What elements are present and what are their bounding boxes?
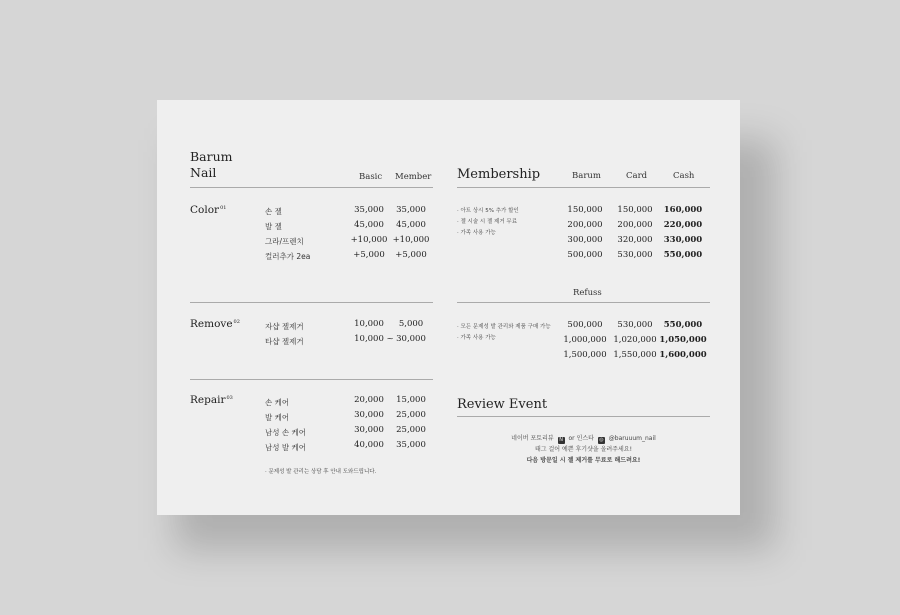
refuss-barum-price: 1,000,000: [563, 335, 607, 345]
color-basic-price: 45,000: [354, 220, 384, 230]
review-line3: 다음 방문일 시 젤 제거를 무료로 해드려요!: [526, 457, 641, 464]
repair-member-price: 25,000: [396, 410, 426, 420]
review-title: Review Event: [457, 397, 548, 412]
membership-cash-price: 550,000: [663, 250, 703, 260]
divider: [190, 379, 433, 380]
color-member-price: +10,000: [392, 235, 430, 245]
divider: [190, 302, 433, 303]
color-member-price: 35,000: [396, 205, 426, 215]
header-card: Card: [626, 171, 648, 181]
refuss-cash-price: 1,600,000: [659, 350, 707, 360]
color-item-name: 발 젤: [265, 222, 282, 231]
brand-title: [190, 149, 233, 181]
membership-cash-price: 160,000: [663, 205, 703, 215]
review-line2: 태그 걸어 예쁜 후기샷을 올려주세요!: [535, 446, 632, 453]
header-cash: Cash: [673, 171, 695, 181]
color-item-name: 그라/프렌치: [265, 237, 304, 246]
remove-item-name: 타샵 젤제거: [265, 337, 304, 346]
refuss-cash-price: 1,050,000: [659, 335, 707, 345]
repair-member-price: 35,000: [396, 440, 426, 450]
divider: [190, 187, 433, 188]
repair-item-name: 남성 발 케어: [265, 443, 306, 452]
divider: [457, 416, 710, 417]
refuss-cash-price: 550,000: [663, 320, 703, 330]
refuss-note: · 모든 문제성 발 관리와 제품 구매 가능: [457, 324, 551, 330]
section-repair-title: Repair$^{03}$: [190, 394, 233, 406]
membership-barum-price: 500,000: [567, 250, 603, 260]
repair-item-name: 남성 손 케어: [265, 428, 306, 437]
repair-basic-price: 30,000: [354, 410, 384, 420]
instagram-icon: ◎: [599, 437, 604, 443]
membership-card-price: 320,000: [617, 235, 653, 245]
membership-note: · 가족 사용 가능: [457, 230, 496, 236]
repair-basic-price: 20,000: [354, 395, 384, 405]
membership-barum-price: 150,000: [567, 205, 603, 215]
membership-title: Membership: [457, 167, 541, 182]
refuss-card-price: 1,020,000: [613, 335, 657, 345]
refuss-barum-price: 1,500,000: [563, 350, 607, 360]
brand-line1: Barum: [190, 149, 233, 164]
membership-card-price: 200,000: [617, 220, 653, 230]
membership-cash-price: 330,000: [663, 235, 703, 245]
color-member-price: 45,000: [396, 220, 426, 230]
repair-member-price: 15,000: [396, 395, 426, 405]
range-separator: ~: [386, 334, 394, 344]
naver-icon: N: [559, 437, 563, 443]
membership-note: · 아트 상시 5% 추가 할인: [457, 208, 519, 214]
refuss-card-price: 530,000: [617, 320, 653, 330]
membership-card-price: 530,000: [617, 250, 653, 260]
remove-basic-price: 10,000: [354, 319, 384, 329]
header-member: Member: [395, 172, 432, 182]
repair-note: · 문제성 발 관리는 상담 후 안내 도와드립니다.: [265, 469, 377, 475]
remove-member-price: 5,000: [398, 319, 424, 329]
repair-item-name: 발 케어: [265, 413, 290, 422]
section-color-title: Color$^{01}$: [190, 204, 227, 216]
color-basic-price: +5,000: [353, 250, 385, 260]
color-member-price: +5,000: [395, 250, 427, 260]
price-menu-card: [157, 100, 740, 515]
section-remove-title: Remove$^{02}$: [190, 318, 240, 330]
repair-basic-price: 40,000: [354, 440, 384, 450]
refuss-note: · 가족 사용 가능: [457, 335, 496, 341]
repair-item-name: 손 케어: [265, 398, 290, 407]
remove-item-name: 자샵 젤제거: [265, 322, 304, 331]
repair-basic-price: 30,000: [354, 425, 384, 435]
membership-barum-price: 200,000: [567, 220, 603, 230]
refuss-card-price: 1,550,000: [613, 350, 657, 360]
membership-card-price: 150,000: [617, 205, 653, 215]
membership-barum-price: 300,000: [567, 235, 603, 245]
refuss-title: Refuss: [573, 288, 602, 298]
color-item-name: 손 젤: [265, 207, 282, 216]
review-line1: 네이버 포토리뷰 N or 인스타 ◎ @baruuum_nail: [511, 435, 656, 443]
divider: [457, 187, 710, 188]
membership-note: · 젤 시술 시 젤 제거 무료: [457, 219, 518, 225]
color-item-name: 컬러추가 2ea: [265, 252, 311, 261]
color-basic-price: +10,000: [350, 235, 388, 245]
header-barum: Barum: [572, 171, 601, 181]
membership-cash-price: 220,000: [663, 220, 703, 230]
color-basic-price: 35,000: [354, 205, 384, 215]
refuss-barum-price: 500,000: [567, 320, 603, 330]
repair-member-price: 25,000: [396, 425, 426, 435]
header-basic: Basic: [359, 172, 383, 182]
remove-basic-price: 10,000: [354, 334, 384, 344]
brand-line2: Nail: [190, 165, 217, 180]
divider: [457, 302, 710, 303]
remove-member-price: 30,000: [396, 334, 426, 344]
